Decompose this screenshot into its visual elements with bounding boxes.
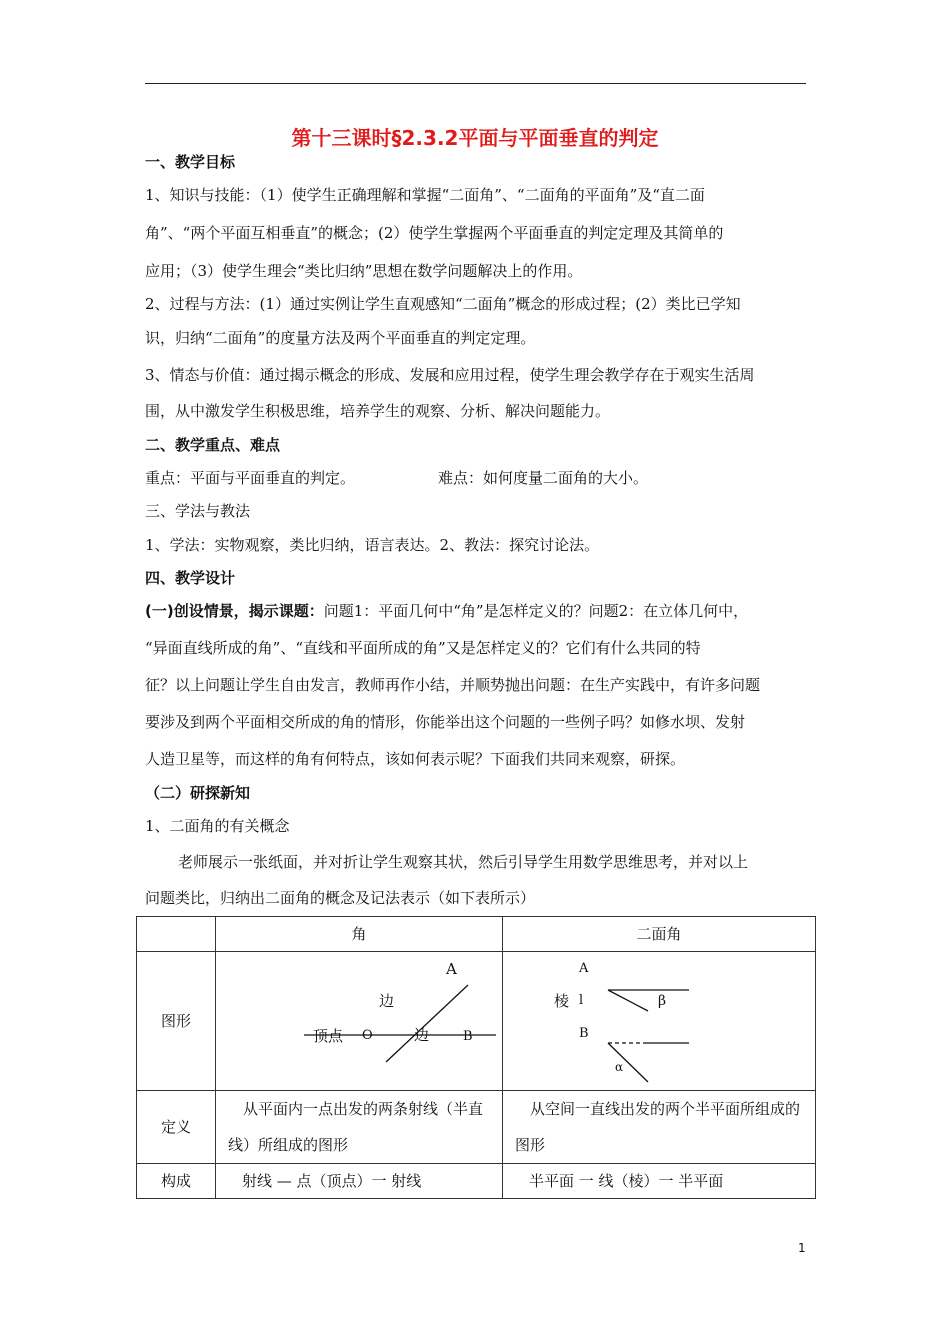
- dihedral-label-edge: 棱: [554, 992, 570, 1010]
- section-heading: 二、教学重点、难点: [145, 436, 281, 454]
- text-line: 角”、“两个平面互相垂直”的概念；(2）使学生掌握两个平面垂直的判定定理及其简单的: [145, 224, 724, 242]
- text-line: 围，从中激发学生积极思维，培养学生的观察、分析、解决问题能力。: [145, 402, 611, 420]
- text-line: 1、知识与技能：（1）使学生正确理解和掌握“二面角”、“二面角的平面角”及“直二面: [145, 186, 705, 204]
- key-point: 重点：平面与平面垂直的判定。: [145, 469, 356, 487]
- text-line: 要涉及到两个平面相交所成的角的情形，你能举出这个问题的一些例子吗？如修水坝、发射: [145, 713, 746, 731]
- section-heading: 四、教学设计: [145, 569, 236, 587]
- text-line: 3、情态与价值：通过揭示概念的形成、发展和应用过程，使学生理会教学存在于观实生活周: [145, 366, 755, 384]
- angle-label-b: B: [463, 1029, 473, 1044]
- text-line: 1、学法：实物观察，类比归纳，语言表达。2、教法：探究讨论法。: [145, 536, 600, 554]
- dihedral-definition: 从空间一直线出发的两个半平面所组成的图形: [503, 1091, 816, 1164]
- angle-label-side: 边: [379, 992, 395, 1010]
- text-line: 应用；（3）使学生理会“类比归纳”思想在数学问题解决上的作用。: [145, 262, 583, 280]
- header-rule: [145, 83, 806, 84]
- text-line: 问题类比，归纳出二面角的概念及记法表示（如下表所示）: [145, 889, 536, 907]
- dihedral-figure: [503, 952, 815, 1090]
- dihedral-label-a: A: [579, 961, 589, 976]
- table-header-row: [137, 917, 816, 952]
- angle-figure: [216, 952, 502, 1090]
- text-line: 老师展示一张纸面，并对折让学生观察其状，然后引导学生用数学思维思考，并对以上: [178, 853, 749, 871]
- page-number: 1: [798, 1241, 806, 1255]
- dihedral-label-b: B: [579, 1026, 589, 1041]
- section-heading: 三、学法与教法: [145, 502, 251, 520]
- dihedral-label-beta: β: [658, 993, 667, 1009]
- subsection-label: (一)创设情景，揭示课题：: [145, 602, 324, 620]
- angle-figure-cell: [216, 952, 503, 1091]
- angle-label-side: 边: [414, 1026, 430, 1044]
- table-header-cell: 二面角: [503, 917, 816, 952]
- angle-label-a: A: [446, 960, 457, 978]
- angle-ray-oblique: [386, 985, 468, 1062]
- dihedral-figure-cell: [503, 952, 816, 1091]
- text-line: [145, 600, 748, 622]
- half-plane-beta-side: [608, 990, 648, 1011]
- question-text: 问题1：平面几何中“角”是怎样定义的？问题2：在立体几何中，: [323, 602, 749, 620]
- comparison-table: [136, 916, 816, 1199]
- row-label: 构成: [137, 1164, 216, 1199]
- angle-label-vertex: 顶点: [313, 1027, 344, 1045]
- text-line: 2、过程与方法：(1）通过实例让学生直观感知“二面角”概念的形成过程；(2）类比已学知: [145, 295, 741, 313]
- angle-diagram: [216, 952, 503, 1090]
- page-title: 第十三课时§2.3.2平面与平面垂直的判定: [291, 126, 659, 150]
- dihedral-label-alpha: α: [615, 1060, 624, 1074]
- text-line: 人造卫星等，而这样的角有何特点，该如何表示呢？下面我们共同来观察，研探。: [145, 750, 686, 768]
- row-label: 图形: [137, 952, 216, 1091]
- angle-structure: 射线 — 点（顶点）一 射线: [216, 1164, 503, 1199]
- text-line: 征？以上问题让学生自由发言，教师再作小结，并顺势抛出问题：在生产实践中，有许多问题: [145, 676, 761, 694]
- dihedral-structure: 半平面 一 线（棱）一 半平面: [503, 1164, 816, 1199]
- table-header-cell: 角: [216, 917, 503, 952]
- half-plane-alpha-side: [608, 1043, 648, 1082]
- table-header-cell: [137, 917, 216, 952]
- text-line: “异面直线所成的角”、“直线和平面所成的角”又是怎样定义的？它们有什么共同的特: [145, 639, 701, 657]
- dihedral-diagram: [503, 952, 816, 1090]
- section-heading: 一、教学目标: [145, 153, 236, 171]
- dihedral-label-l: l: [579, 993, 584, 1008]
- table-row-structure: [137, 1164, 816, 1199]
- row-label: 定义: [137, 1091, 216, 1164]
- difficult-point: 难点：如何度量二面角的大小。: [438, 469, 649, 487]
- table-row-definition: [137, 1091, 816, 1164]
- subsection-heading: （二）研探新知: [145, 784, 251, 802]
- angle-definition: 从平面内一点出发的两条射线（半直线）所组成的图形: [216, 1091, 503, 1164]
- angle-label-o: O: [362, 1028, 373, 1043]
- text-line: 识，归纳“二面角”的度量方法及两个平面垂直的判定定理。: [145, 329, 536, 347]
- table-row-figure: [137, 952, 816, 1091]
- text-line: 1、二面角的有关概念: [145, 817, 290, 835]
